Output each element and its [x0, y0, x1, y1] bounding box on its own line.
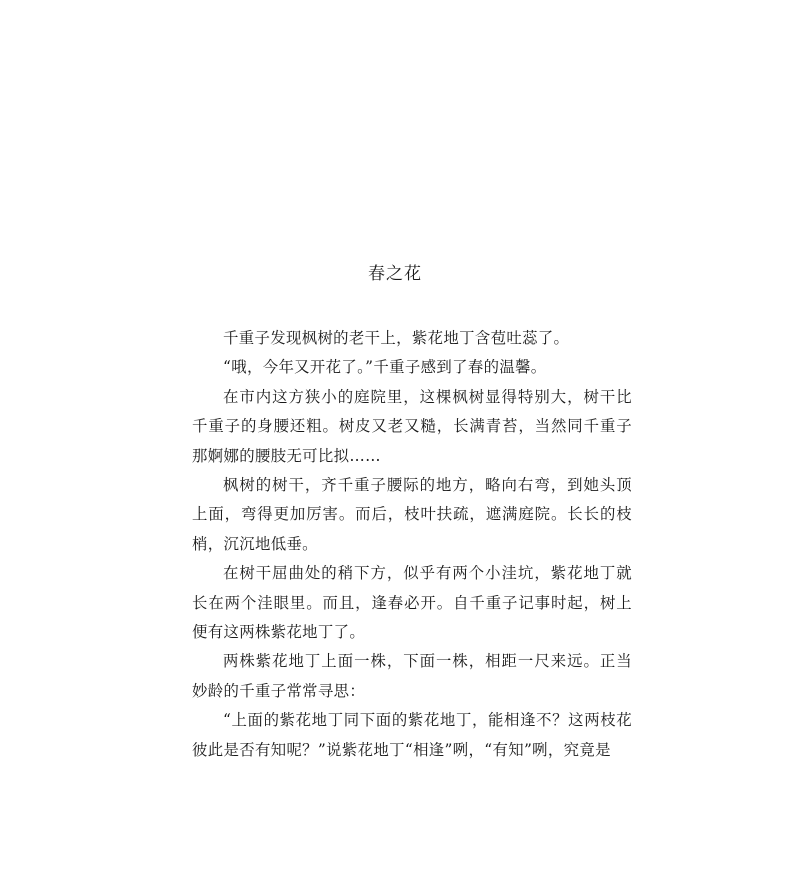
paragraph: 两株紫花地丁上面一株，下面一株，相距一尺来远。正当妙龄的千重子常常寻思：: [192, 652, 632, 700]
paragraph: “哦，今年又开花了。”千重子感到了春的温馨。: [223, 358, 547, 377]
paragraph: 在树干屈曲处的稍下方，似乎有两个小洼坑，紫花地丁就长在两个洼眼里。而且，逢春必开。自千重子记事时起，树上便有这两株紫花地丁了。: [192, 564, 632, 642]
paragraph: 千重子发现枫树的老干上，紫花地丁含苞吐蕊了。: [223, 329, 570, 347]
paragraph: “上面的紫花地丁同下面的紫花地丁，能相逢不？这两枝花彼此是否有知呢？”说紫花地丁“相逢”咧，“有知”咧，究竟是: [192, 711, 632, 759]
body-text: [192, 324, 632, 765]
paragraph: 在市内这方狭小的庭院里，这棵枫树显得特别大，树干比千重子的身腰还粗。树皮又老又糙，长满青苔，当然同千重子那婀娜的腰肢无可比拟……: [192, 387, 632, 465]
paragraph: 枫树的树干，齐千重子腰际的地方，略向右弯，到她头顶上面，弯得更加厉害。而后，枝叶扶疏，遮满庭院。长长的枝梢，沉沉地低垂。: [192, 476, 632, 553]
chapter-title: 春之花: [368, 264, 422, 284]
